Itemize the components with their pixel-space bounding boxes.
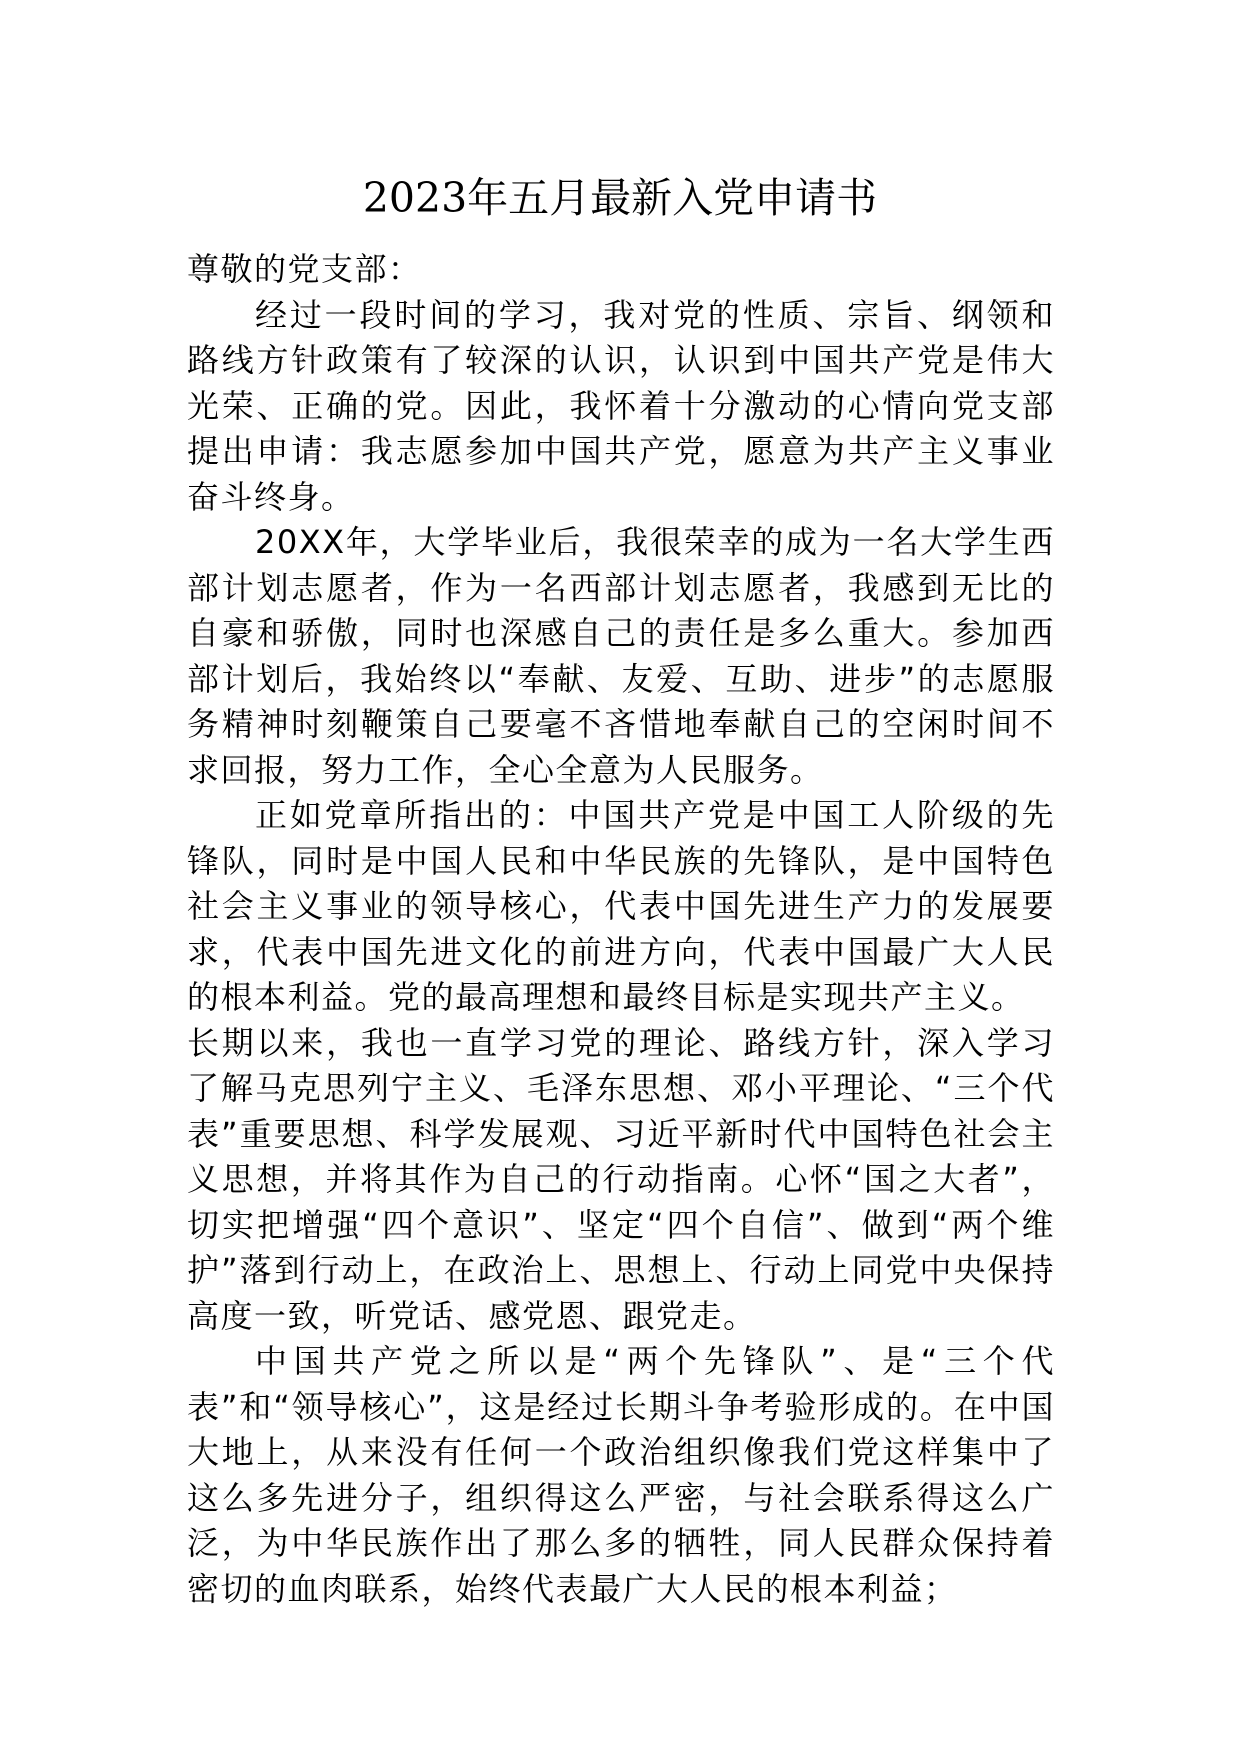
salutation: 尊敬的党支部： [187,250,422,288]
paragraph-volunteer: 20XX年，大学毕业后，我很荣幸的成为一名大学生西部计划志愿者，作为一名西部计划志愿者，我感到无比的自豪和骄傲，同时也深感自己的责任是多么重大。参加西部计划后，我始终以“奉献、友爱、互助、进步”的志愿服务精神时刻鞭策自己要毫不吝惜地奉献自己的空闲时间不求回报，努力工作，全心全意为人民服务。 [187,523,1055,789]
document-title: 2023年五月最新入党申请书 [362,174,878,222]
paragraph-intro: 经过一段时间的学习，我对党的性质、宗旨、纲领和路线方针政策有了较深的认识，认识到中国共产党是伟大光荣、正确的党。因此，我怀着十分激动的心情向党支部提出申请：我志愿参加中国共产党，愿意为共产主义事业奋斗终身。 [187,295,1055,516]
paragraph-party-constitution: 正如党章所指出的：中国共产党是中国工人阶级的先锋队，同时是中国人民和中华民族的先锋队，是中国特色社会主义事业的领导核心，代表中国先进生产力的发展要求，代表中国先进文化的前进方向，代表中国最广大人民的根本利益。党的最高理想和最终目标是实现共产主义。 [187,796,1055,1016]
paragraph-vanguard: 中国共产党之所以是“两个先锋队”、是“三个代表”和“领导核心”，这是经过长期斗争考验形成的。在中国大地上，从来没有任何一个政治组织像我们党这样集中了这么多先进分子，组织得这么严密，与社会联系得这么广泛，为中华民族作出了那么多的牺牲，同人民群众保持着密切的血肉联系，始终代表最广大人民的根本利益； [187,1342,1055,1608]
paragraph-study: 长期以来，我也一直学习党的理论、路线方针，深入学习了解马克思列宁主义、毛泽东思想、邓小平理论、“三个代表”重要思想、科学发展观、习近平新时代中国特色社会主义思想，并将其作为自己的行动指南。心怀“国之大者”，切实把增强“四个意识”、坚定“四个自信”、做到“两个维护”落到行动上，在政治上、思想上、行动上同党中央保持高度一致，听党话、感党恩、跟党走。 [187,1023,1055,1335]
document-body [187,247,1055,1612]
